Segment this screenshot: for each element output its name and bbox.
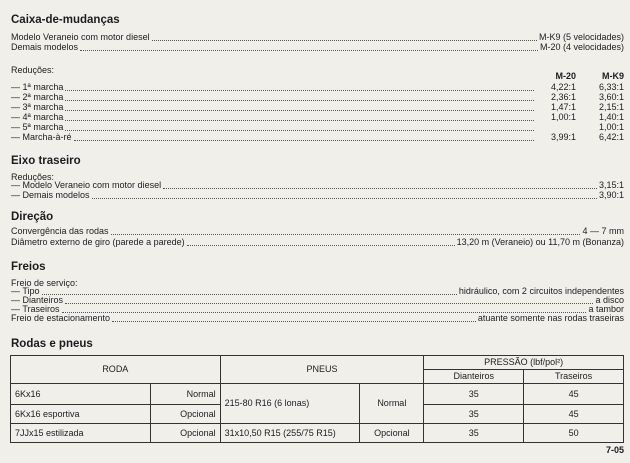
marcha-row: — 4ª marcha 1,00:1 1,40:1 (11, 112, 624, 122)
header-roda: RODA (11, 356, 221, 384)
marcha-row: — 5ª marcha 1,00:1 (11, 122, 624, 132)
direcao-row-diametro: Diâmetro externo de giro (parede a parede) 13,20 m (Veraneio) ou 11,70 m (Bonanza) (11, 237, 624, 247)
section-title-freios: Freios (11, 261, 46, 273)
pneu-normal: 215-80 R16 (6 lonas) (220, 384, 360, 424)
pneu-normal-tipo: Normal (360, 384, 424, 424)
freios-row-dianteiros: — Dianteiros a disco (11, 295, 624, 305)
marcha-row: — 3ª marcha 1,47:1 2,15:1 (11, 102, 624, 112)
table-row: 6Kx16 Normal 215-80 R16 (6 lonas) Normal 35 45 (11, 384, 624, 405)
marcha-row: — Marcha-à-ré 3,99:1 6,42:1 (11, 132, 624, 142)
marcha-row: — 1ª marcha 4,22:1 6,33:1 (11, 82, 624, 92)
eixo-reducoes-label: Reduções: (11, 172, 55, 182)
table-row: 6Kx16 esportiva Opcional 35 45 (11, 405, 624, 424)
marcha-row: — 2ª marcha 2,36:1 3,60:1 (11, 92, 624, 102)
caixa-row-demais: Demais modelos M-20 (4 velocidades) (11, 42, 624, 52)
header-pneus: PNEUS (220, 356, 424, 384)
eixo-row-diesel: — Modelo Veraneio com motor diesel 3,15:1 (11, 180, 624, 190)
section-title-rodas: Rodas e pneus (11, 338, 93, 350)
eixo-row-demais: — Demais modelos 3,90:1 (11, 190, 624, 200)
pneu-opcional-tipo: Opcional (360, 424, 424, 443)
freios-row-estacionamento: Freio de estacionamento atuante somente nas rodas traseiras (11, 313, 624, 323)
section-title-direcao: Direção (11, 211, 54, 223)
freios-servico-label: Freio de serviço: (11, 278, 78, 288)
header-dianteiros: Dianteiros (424, 370, 524, 384)
caixa-col-headers (11, 71, 624, 82)
page-number: 7-05 (605, 445, 624, 455)
freios-row-tipo: — Tipo hidráulico, com 2 circuitos independentes (11, 286, 624, 296)
header-traseiros: Traseiros (524, 370, 624, 384)
table-row: 7JJx15 estilizada Opcional 31x10,50 R15 (255/75 R15) Opcional 35 50 (11, 424, 624, 443)
rodas-table (10, 355, 624, 443)
pneu-opcional: 31x10,50 R15 (255/75 R15) (220, 424, 360, 443)
col-m20: M-20 (555, 71, 576, 81)
section-title-caixa: Caixa-de-mudanças (11, 14, 120, 26)
caixa-reducoes-label: Reduções: (11, 65, 55, 75)
section-title-eixo: Eixo traseiro (11, 155, 81, 167)
direcao-row-convergencia: Convergência das rodas 4 — 7 mm (11, 226, 624, 236)
freios-row-traseiros: — Traseiros a tambor (11, 304, 624, 314)
col-mk9: M-K9 (602, 71, 624, 81)
caixa-row-diesel: Modelo Veraneio com motor diesel M-K9 (5 velocidades) (11, 32, 624, 42)
header-pressao: PRESSÃO (lbf/pol²) (424, 356, 624, 370)
